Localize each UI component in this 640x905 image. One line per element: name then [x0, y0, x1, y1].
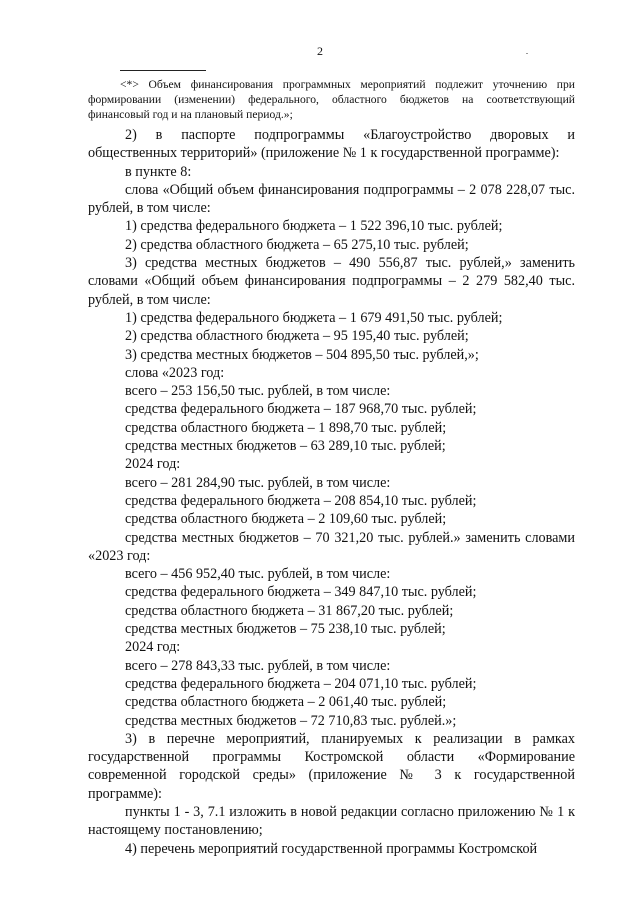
paragraph-words-2023: слова «2023 год:	[125, 364, 225, 381]
paragraph-new-regional: 2) средства областного бюджета – 95 195,40 тыс. рублей;	[125, 328, 469, 345]
paragraph-new-2024-regional: средства областного бюджета – 2 061,40 тыс. рублей;	[125, 694, 447, 711]
paragraph-old-local-replace: 3) средства местных бюджетов – 490 556,87 тыс. рублей,» заменить словами «Общий объем финансирования подпрограммы – 2 279 582,40 тыс. рублей, в том числе:	[88, 255, 575, 308]
paragraph-old-2023-local: средства местных бюджетов – 63 289,10 тыс. рублей;	[125, 438, 446, 455]
paragraph-new-2023-local: средства местных бюджетов – 75 238,10 тыс. рублей;	[125, 621, 446, 638]
paragraph-old-total: слова «Общий объем финансирования подпрограммы – 2 078 228,07 тыс. рублей, в том числе:	[88, 181, 575, 217]
paragraph-old-federal: 1) средства федерального бюджета – 1 522 396,10 тыс. рублей;	[125, 218, 503, 235]
paragraph-old-2024-regional: средства областного бюджета – 2 109,60 тыс. рублей;	[125, 511, 447, 528]
paragraph-old-2024-heading: 2024 год:	[125, 456, 181, 473]
paragraph-new-2023-regional: средства областного бюджета – 31 867,20 тыс. рублей;	[125, 602, 454, 619]
paragraph-item-2: 2) в паспорте подпрограммы «Благоустройство дворовых и общественных территорий» (приложение № 1 к государственной программе):	[88, 127, 575, 162]
page-number: 2	[317, 44, 323, 58]
footnote-rule	[120, 70, 206, 71]
paragraph-old-2024-federal: средства федерального бюджета – 208 854,10 тыс. рублей;	[125, 492, 477, 509]
scan-mark	[526, 53, 528, 54]
paragraph-new-local: 3) средства местных бюджетов – 504 895,50 тыс. рублей,»;	[125, 346, 479, 363]
paragraph-old-2024-local-replace: средства местных бюджетов – 70 321,20 тыс. рублей.» заменить словами «2023 год:	[88, 529, 575, 564]
paragraph-old-2023-federal: средства федерального бюджета – 187 968,70 тыс. рублей;	[125, 401, 477, 418]
paragraph-item-4: 4) перечень мероприятий государственной программы Костромской	[125, 840, 538, 857]
paragraph-old-regional: 2) средства областного бюджета – 65 275,10 тыс. рублей;	[125, 236, 469, 253]
paragraph-new-2024-federal: средства федерального бюджета – 204 071,10 тыс. рублей;	[125, 675, 477, 692]
paragraph-point-8: в пункте 8:	[125, 163, 192, 180]
paragraph-new-2024-heading: 2024 год:	[125, 639, 181, 656]
footnote: <*> Объем финансирования программных мероприятий подлежит уточнению при формировании (изменении) федерального, областного бюджетов на соответствующий финансовый год и на плановый период.»;	[88, 78, 575, 121]
paragraph-item-3: 3) в перечне мероприятий, планируемых к реализации в рамках государственной программы Костромской области «Формирование современной городской среды» (приложение № 3 к государственной программе):	[88, 730, 575, 802]
document-body	[88, 70, 575, 858]
paragraph-old-2024-total: всего – 281 284,90 тыс. рублей, в том числе:	[125, 474, 391, 491]
paragraph-new-federal: 1) средства федерального бюджета – 1 679 491,50 тыс. рублей;	[125, 309, 503, 326]
paragraph-new-2024-total: всего – 278 843,33 тыс. рублей, в том числе:	[125, 657, 391, 674]
paragraph-old-2023-regional: средства областного бюджета – 1 898,70 тыс. рублей;	[125, 419, 447, 436]
paragraph-new-2024-local: средства местных бюджетов – 72 710,83 тыс. рублей.»;	[125, 712, 457, 729]
paragraph-old-2023-total: всего – 253 156,50 тыс. рублей, в том числе:	[125, 383, 391, 400]
main-text	[88, 126, 575, 858]
paragraph-new-2023-federal: средства федерального бюджета – 349 847,10 тыс. рублей;	[125, 584, 477, 601]
paragraph-points-replace: пункты 1 - 3, 7.1 изложить в новой редакции согласно приложению № 1 к настоящему постановлению;	[88, 803, 575, 839]
paragraph-new-2023-total: всего – 456 952,40 тыс. рублей, в том числе:	[125, 566, 391, 583]
